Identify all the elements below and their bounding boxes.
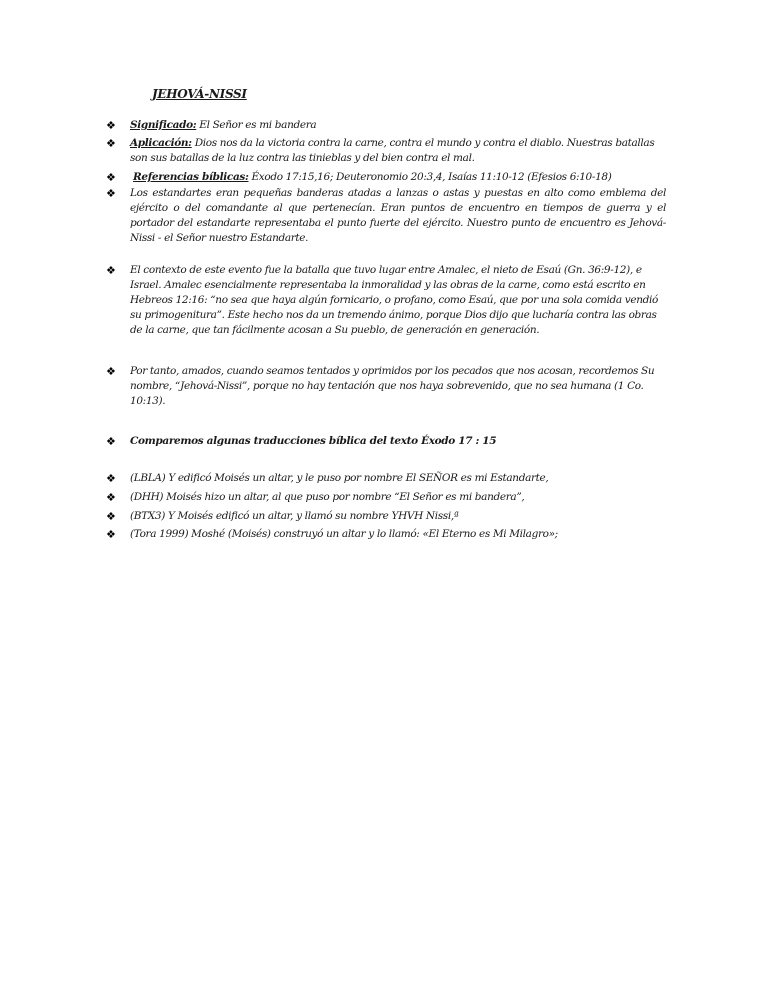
translation-text: (BTX3) Y Moisés edificó un altar, y llamó su nombre YHVH Nissi,ª [130,510,459,522]
list-item-comparemos [106,434,666,449]
list-item-estandartes [106,186,666,246]
translation-item [106,509,666,524]
list-item-contexto [106,263,666,338]
bullet-icon: ❖ [106,472,116,485]
list-item-referencias [106,170,666,185]
bullet-icon: ❖ [106,510,116,523]
significado-text: El Señor es mi bandera [196,119,317,131]
bullet-icon: ❖ [106,264,116,277]
list-item-aplicacion [106,136,666,166]
portanto-text: Por tanto, amados, cuando seamos tentados y oprimidos por los pecados que nos acosan, recordemos Su nombre, “Jehová-Nissi”, porque no hay tentación que nos haya sobrevenido, que no sea humana (1 Co. 10:13). [130,365,655,407]
bullet-icon: ❖ [106,187,116,200]
referencias-label: Referencias bíblicas: [133,171,249,183]
aplicacion-text: Dios nos da la victoria contra la carne, contra el mundo y contra el diablo. Nuestras batallas son sus batallas de la luz contra las tinieblas y del bien contra el mal. [130,137,655,164]
list-item-portanto [106,364,666,409]
bullet-icon: ❖ [106,435,116,448]
bullet-icon: ❖ [106,491,116,504]
contexto-text: El contexto de este evento fue la batalla que tuvo lugar entre Amalec, el nieto de Esaú (Gn. 36:9-12), e Israel. Amalec esencialmente representaba la inmoralidad y las obras de la carne, como está escrito en Hebreos 12:16: “no sea que haya algún fornicario, o profano, como Esaú, que por una sola comida vendió su primogenitura”. Este hecho nos da un tremendo ánimo, porque Dios dijo que lucharía contra las obras de la carne, que tan fácilmente acosan a Su pueblo, de generación en generación. [130,264,659,336]
bullet-icon: ❖ [106,137,116,150]
bullet-icon: ❖ [106,119,116,132]
comparemos-text: Comparemos algunas traducciones bíblica del texto Éxodo 17 : 15 [130,435,497,447]
translation-text: (DHH) Moisés hizo un altar, al que puso por nombre “El Señor es mi bandera”, [130,491,525,503]
translation-text: (Tora 1999) Moshé (Moisés) construyó un altar y lo llamó: «El Eterno es Mi Milagro»; [130,528,558,540]
translation-text: (LBLA) Y edificó Moisés un altar, y le puso por nombre El SEÑOR es mi Estandarte, [130,472,549,484]
significado-label: Significado: [130,119,197,131]
translation-item [106,527,666,542]
bullet-icon: ❖ [106,528,116,541]
bullet-icon: ❖ [106,171,116,184]
referencias-text: Éxodo 17:15,16; Deuteronomio 20:3,4, Isaías 11:10-12 (Efesios 6:10-18) [248,171,612,183]
estandartes-text: Los estandartes eran pequeñas banderas atadas a lanzas o astas y puestas en alto como emblema del ejército o del comandante al que pertenecían. Eran puntos de encuentro en tiempos de guerra y el portador del estandarte representaba el punto fuerte del ejército. Nuestro punto de encuentro es Jehová-Nissi - el Señor nuestro Estandarte. [130,187,666,244]
list-item-significado [106,118,666,133]
bullet-icon: ❖ [106,365,116,378]
page-title: JEHOVÁ-NISSI [152,87,247,101]
aplicacion-label: Aplicación: [130,137,192,149]
translation-item [106,471,666,486]
translation-item [106,490,666,505]
